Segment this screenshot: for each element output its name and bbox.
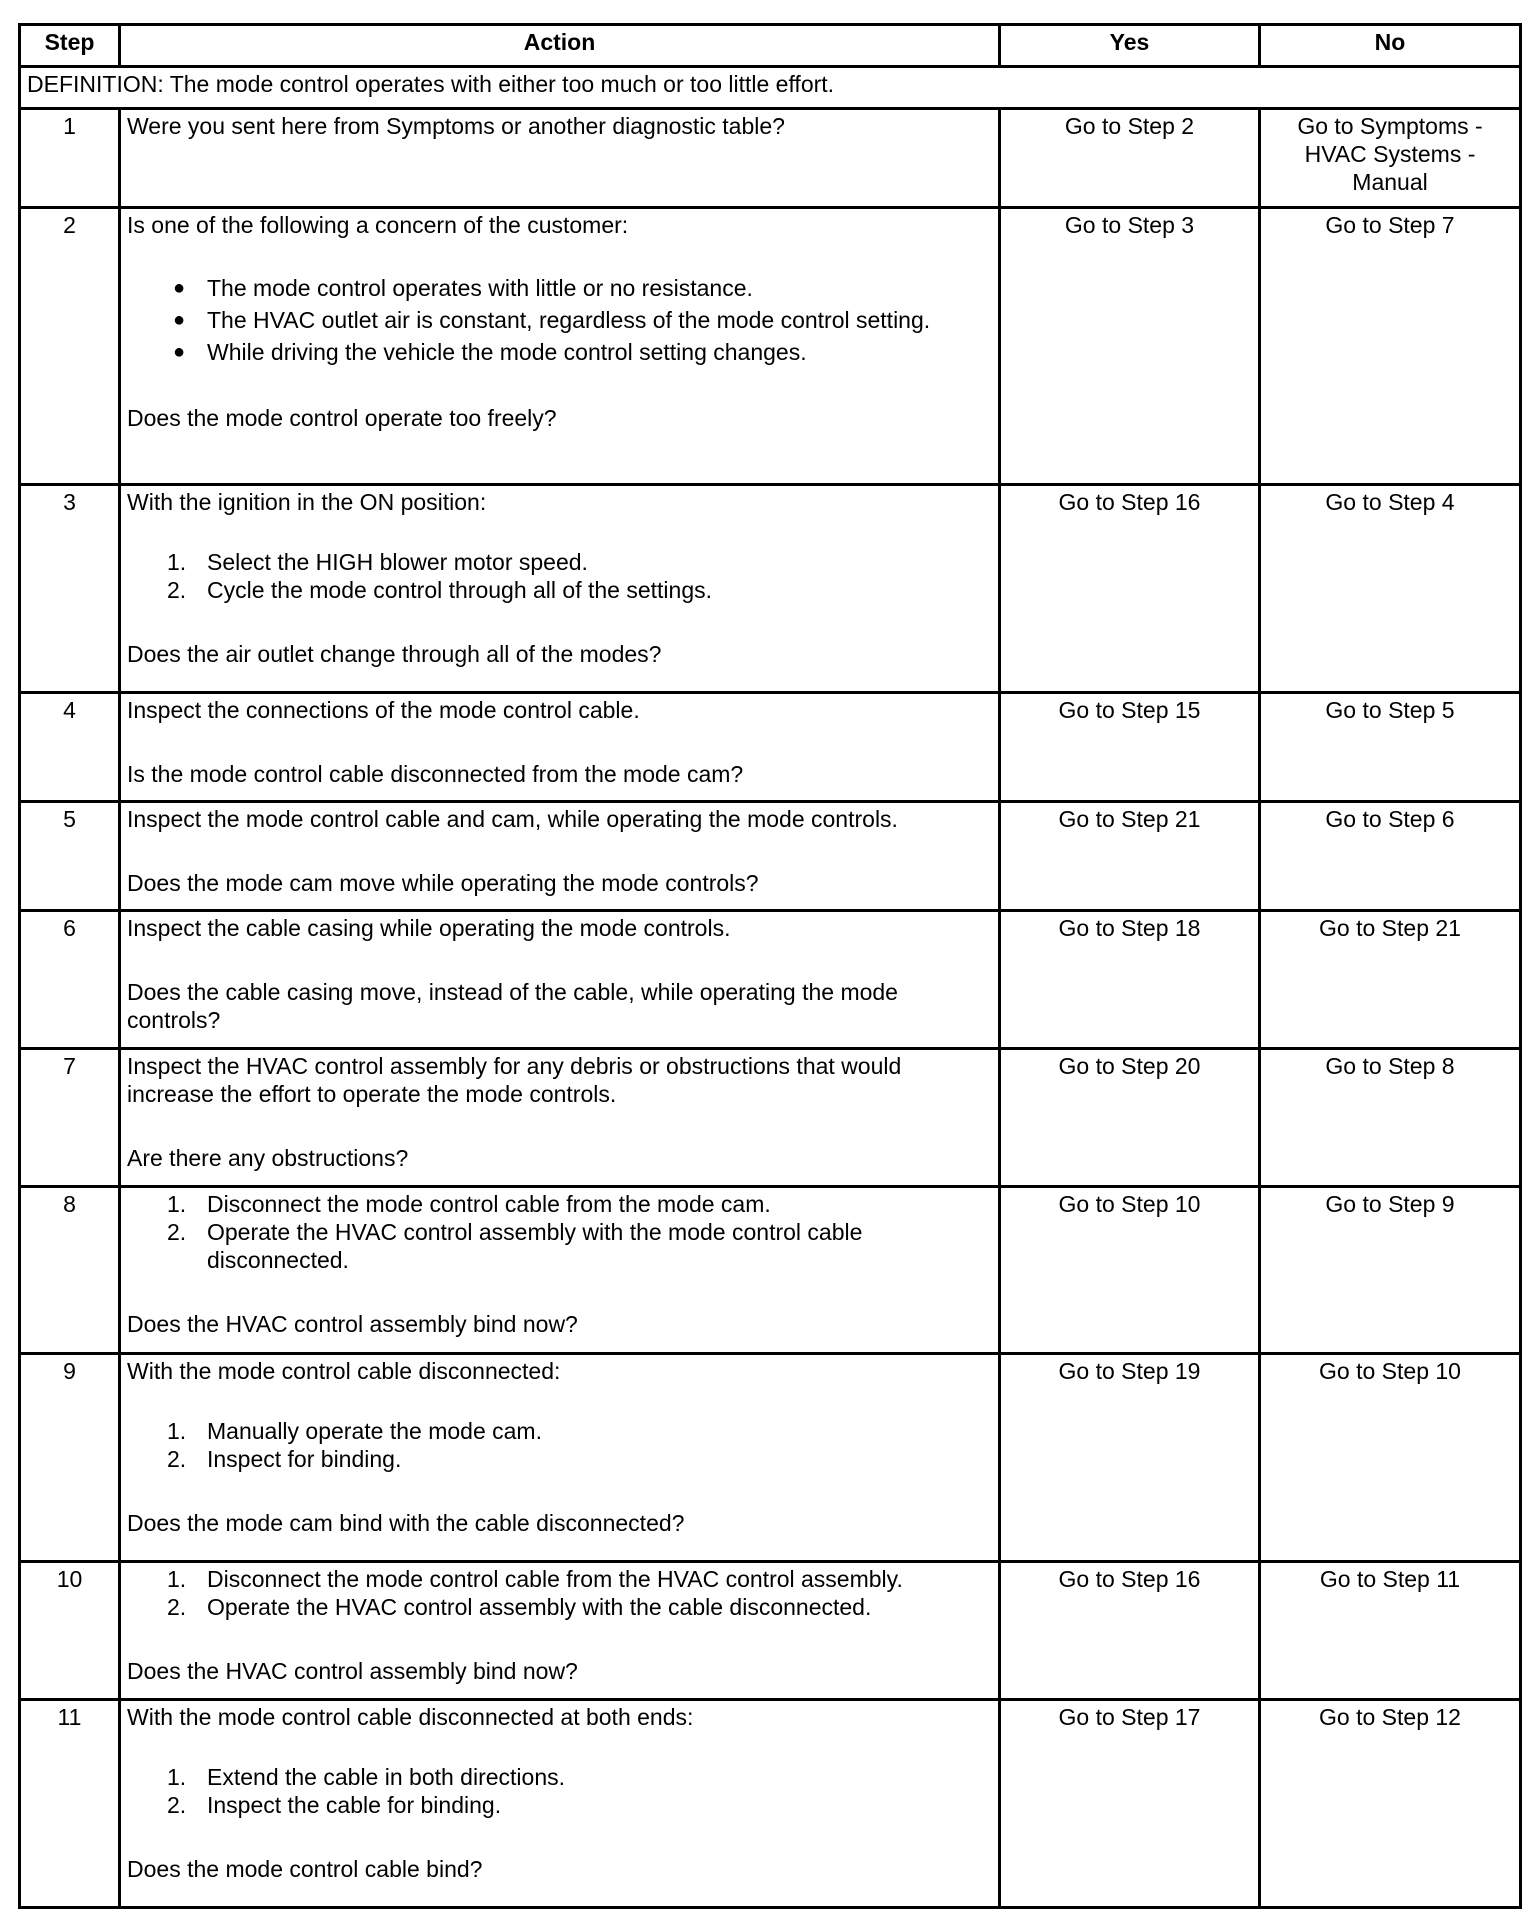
step-number: 4	[20, 693, 120, 802]
yes-cell: Go to Step 15	[1000, 693, 1260, 802]
table-row	[20, 802, 1521, 911]
action-question: Does the HVAC control assembly bind now?	[127, 1311, 578, 1337]
list-item: ● The HVAC outlet air is constant, regardless of the mode control setting.	[127, 306, 992, 334]
action-question: Does the HVAC control assembly bind now?	[127, 1658, 578, 1684]
no-cell: Go to Step 5	[1260, 693, 1521, 802]
action-intro: Inspect the connections of the mode control cable.	[127, 697, 640, 723]
action-cell	[120, 208, 1000, 485]
list-item: 2. Operate the HVAC control assembly with the mode control cable disconnected.	[167, 1219, 863, 1273]
table-row	[20, 693, 1521, 802]
table-row	[20, 208, 1521, 485]
action-cell	[120, 802, 1000, 911]
definition-text: DEFINITION: The mode control operates with either too much or too little effort.	[20, 67, 1521, 109]
no-cell: Go to Step 8	[1260, 1049, 1521, 1187]
action-cell	[120, 485, 1000, 693]
yes-cell: Go to Step 2	[1000, 109, 1260, 208]
step-number: 7	[20, 1049, 120, 1187]
table-row	[20, 485, 1521, 693]
action-cell	[120, 1049, 1000, 1187]
step-number: 1	[20, 109, 120, 208]
action-question: Is the mode control cable disconnected from the mode cam?	[127, 761, 744, 787]
step-number: 3	[20, 485, 120, 693]
list-item: 2. Inspect the cable for binding.	[167, 1792, 502, 1818]
action-cell	[120, 1562, 1000, 1700]
action-question: Does the mode cam bind with the cable disconnected?	[127, 1510, 685, 1536]
diagnostic-table	[18, 23, 1522, 1909]
no-cell: Go to Symptoms - HVAC Systems - Manual	[1260, 109, 1521, 208]
list-item: 1. Extend the cable in both directions.	[167, 1764, 566, 1790]
step-number: 11	[20, 1700, 120, 1908]
step-number: 6	[20, 911, 120, 1049]
no-cell: Go to Step 6	[1260, 802, 1521, 911]
action-question: Are there any obstructions?	[127, 1145, 409, 1171]
action-question: Does the mode cam move while operating the mode controls?	[127, 870, 759, 896]
action-question: Does the mode control operate too freely?	[127, 405, 557, 431]
list-item: 1. Disconnect the mode control cable from the HVAC control assembly.	[167, 1566, 903, 1592]
action-intro: Inspect the cable casing while operating the mode controls.	[127, 915, 731, 941]
table-row	[20, 109, 1521, 208]
bullet-list	[127, 274, 992, 366]
numbered-list	[127, 1417, 992, 1473]
table-row	[20, 911, 1521, 1049]
table-row	[20, 1187, 1521, 1354]
action-intro: With the mode control cable disconnected at both ends:	[127, 1704, 694, 1730]
no-cell: Go to Step 7	[1260, 208, 1521, 485]
step-number: 8	[20, 1187, 120, 1354]
action-intro: With the mode control cable disconnected:	[127, 1358, 561, 1384]
yes-cell: Go to Step 16	[1000, 1562, 1260, 1700]
table-row	[20, 1700, 1521, 1908]
action-intro: Inspect the mode control cable and cam, while operating the mode controls.	[127, 806, 898, 832]
action-intro: Were you sent here from Symptoms or another diagnostic table?	[127, 113, 785, 139]
list-item: 2. Cycle the mode control through all of the settings.	[167, 577, 713, 603]
action-cell	[120, 1354, 1000, 1562]
header-no: No	[1260, 25, 1521, 67]
action-cell	[120, 1187, 1000, 1354]
no-cell: Go to Step 21	[1260, 911, 1521, 1049]
numbered-list	[127, 548, 992, 604]
header-action: Action	[120, 25, 1000, 67]
list-item: 2. Inspect for binding.	[167, 1446, 402, 1472]
no-cell: Go to Step 4	[1260, 485, 1521, 693]
list-item: 2. Operate the HVAC control assembly with the cable disconnected.	[167, 1594, 872, 1620]
step-number: 9	[20, 1354, 120, 1562]
numbered-list	[127, 1565, 992, 1621]
step-number: 10	[20, 1562, 120, 1700]
bullet-icon: ●	[173, 309, 186, 331]
list-item: 1. Select the HIGH blower motor speed.	[167, 549, 588, 575]
action-intro: With the ignition in the ON position:	[127, 489, 487, 515]
action-cell	[120, 1700, 1000, 1908]
action-intro: Is one of the following a concern of the customer:	[127, 212, 629, 238]
action-intro: Inspect the HVAC control assembly for any debris or obstructions that would increase the effort to operate the mode controls.	[127, 1053, 902, 1107]
diagnostic-page	[18, 23, 1519, 1909]
no-cell: Go to Step 12	[1260, 1700, 1521, 1908]
table-row	[20, 1049, 1521, 1187]
action-cell	[120, 109, 1000, 208]
action-question: Does the mode control cable bind?	[127, 1856, 483, 1882]
step-number: 2	[20, 208, 120, 485]
action-cell	[120, 693, 1000, 802]
no-cell: Go to Step 11	[1260, 1562, 1521, 1700]
header-step: Step	[20, 25, 120, 67]
definition-row	[20, 67, 1521, 109]
no-cell: Go to Step 10	[1260, 1354, 1521, 1562]
yes-cell: Go to Step 21	[1000, 802, 1260, 911]
action-cell	[120, 911, 1000, 1049]
no-cell: Go to Step 9	[1260, 1187, 1521, 1354]
bullet-icon: ●	[173, 277, 186, 299]
table-row	[20, 1354, 1521, 1562]
yes-cell: Go to Step 16	[1000, 485, 1260, 693]
numbered-list	[127, 1763, 992, 1819]
yes-cell: Go to Step 20	[1000, 1049, 1260, 1187]
header-yes: Yes	[1000, 25, 1260, 67]
yes-cell: Go to Step 18	[1000, 911, 1260, 1049]
yes-cell: Go to Step 10	[1000, 1187, 1260, 1354]
numbered-list	[127, 1190, 992, 1274]
action-question: Does the air outlet change through all of the modes?	[127, 641, 662, 667]
yes-cell: Go to Step 19	[1000, 1354, 1260, 1562]
action-question: Does the cable casing move, instead of the cable, while operating the mode controls?	[127, 979, 898, 1033]
step-number: 5	[20, 802, 120, 911]
header-row	[20, 25, 1521, 67]
yes-cell: Go to Step 3	[1000, 208, 1260, 485]
list-item: ● While driving the vehicle the mode control setting changes.	[127, 338, 992, 366]
yes-cell: Go to Step 17	[1000, 1700, 1260, 1908]
bullet-icon: ●	[173, 341, 186, 363]
table-row	[20, 1562, 1521, 1700]
list-item: ● The mode control operates with little or no resistance.	[127, 274, 992, 302]
list-item: 1. Manually operate the mode cam.	[167, 1418, 542, 1444]
list-item: 1. Disconnect the mode control cable from the mode cam.	[167, 1191, 771, 1217]
